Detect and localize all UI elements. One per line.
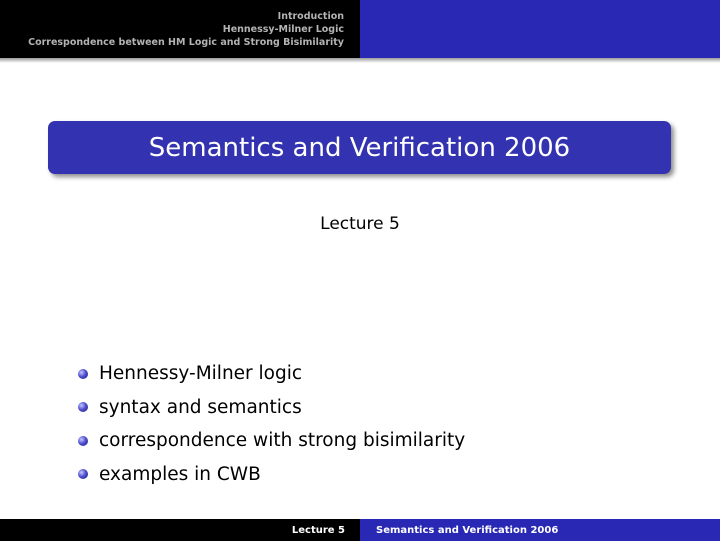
slide-title: Semantics and Verification 2006 [148,132,571,163]
bullet-item [78,357,465,391]
bullet-text: syntax and semantics [99,396,302,418]
title-box [48,121,671,174]
footer-bar [0,519,720,541]
bullet-item [78,391,465,425]
header-accent-panel [360,0,720,58]
header-shadow [0,58,720,63]
section-navigation [0,0,360,58]
nav-item-hennessy-milner-logic[interactable]: Hennessy-Milner Logic [222,23,344,35]
footer-left-panel [0,519,360,541]
sphere-bullet-icon [78,402,88,412]
bullet-list [78,357,465,491]
nav-item-correspondence[interactable]: Correspondence between HM Logic and Strong Bisimilarity [28,36,344,48]
sphere-bullet-icon [78,369,88,379]
bullet-text: correspondence with strong bisimilarity [99,430,466,452]
bullet-text: examples in CWB [99,463,261,485]
bullet-item [78,424,465,458]
footer-course-title: Semantics and Verification 2006 [376,524,559,536]
header-bar [0,0,720,58]
slide-subtitle: Lecture 5 [320,214,400,234]
bullet-text: Hennessy-Milner logic [99,363,303,385]
nav-item-introduction[interactable]: Introduction [277,10,344,22]
bullet-item [78,458,465,492]
footer-lecture-label: Lecture 5 [291,524,345,536]
sphere-bullet-icon [78,436,88,446]
footer-right-panel [360,519,720,541]
sphere-bullet-icon [78,469,88,479]
